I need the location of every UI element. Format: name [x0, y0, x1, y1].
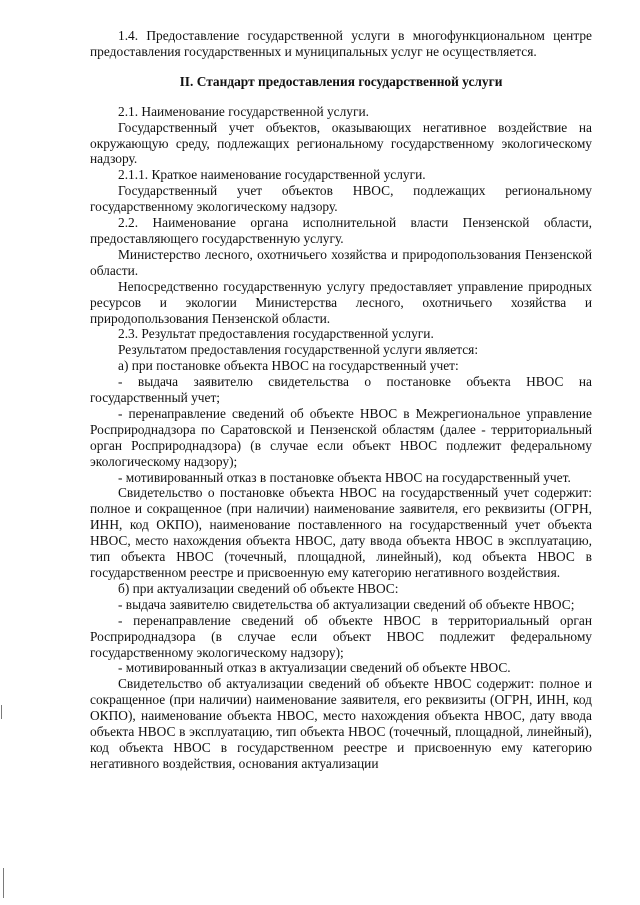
paragraph: Государственный учет объектов НВОС, подлежащих региональному государственному экологическому надзору. [90, 183, 592, 215]
paragraph: Свидетельство об актуализации сведений об объекте НВОС содержит: полное и сокращенное (при наличии) наименование заявителя, его реквизиты (ОГРН, ИНН, код ОКПО), наименование объекта НВОС, место нахождения объекта НВОС, дату ввода объекта НВОС в эксплуатацию, тип объекта НВОС (точечный, площадной, линейный), код объекта НВОС в государственном реестре и присвоенную ему категорию негативного воздействия, основания актуализации [90, 676, 592, 771]
paragraph: Государственный учет объектов, оказывающих негативное воздействие на окружающую среду, подлежащих региональному государственному экологическому надзору. [90, 119, 592, 167]
list-item: - выдача заявителю свидетельства об актуализации сведений об объекте НВОС; [118, 596, 575, 612]
paragraph: Свидетельство о постановке объекта НВОС на государственный учет содержит: полное и сокращенное (при наличии) наименование заявителя, его реквизиты (ОГРН, ИНН, код ОКПО), наименование поставленного на государственный учет объекта НВОС, место нахождения объекта НВОС, дату ввода объекта НВОС в эксплуатацию, тип объекта НВОС (точечный, площадной, линейный), код объекта НВОС в государственном реестре и присвоенную ему категорию негативного воздействия. [90, 485, 592, 580]
list-item: б) при актуализации сведений об объекте НВОС: [118, 580, 399, 596]
document-body [90, 28, 592, 772]
paragraph: Результатом предоставления государственной услуги является: [118, 342, 479, 358]
paragraph-2-1-1: 2.1.1. Краткое наименование государственной услуги. [118, 167, 426, 183]
paragraph-1-4: 1.4. Предоставление государственной услуги в многофункциональном центре предоставления государственных и муниципальных услуг не осуществляется. [90, 28, 592, 59]
paragraph-2-3: 2.3. Результат предоставления государственной услуги. [118, 326, 434, 342]
list-item: - мотивированный отказ в актуализации сведений об объекте НВОС. [118, 660, 511, 676]
list-item: - перенаправление сведений об объекте НВОС в территориальный орган Росприроднадзора (в случае если объект НВОС подлежит федеральному государственному экологическому надзору); [90, 612, 592, 660]
list-item: а) при постановке объекта НВОС на государственный учет: [118, 358, 459, 374]
paragraph: Министерство лесного, охотничьего хозяйства и природопользования Пензенской области. [90, 246, 592, 278]
paragraph-2-2: 2.2. Наименование органа исполнительной власти Пензенской области, предоставляющего государственную услугу. [90, 215, 592, 246]
list-item: - перенаправление сведений об объекте НВОС в Межрегиональное управление Росприроднадзора по Саратовской и Пензенской областям (далее - территориальный орган Росприроднадзора) (в случае если объект НВОС подлежит федеральному экологическому надзору); [90, 405, 592, 469]
scan-edge-mark [3, 868, 4, 898]
scan-edge-mark [1, 705, 2, 719]
paragraph-2-1: 2.1. Наименование государственной услуги. [118, 103, 370, 119]
section-heading: II. Стандарт предоставления государственной услуги [179, 73, 503, 89]
list-item: - мотивированный отказ в постановке объекта НВОС на государственный учет. [118, 469, 571, 485]
list-item: - выдача заявителю свидетельства о постановке объекта НВОС на государственный учет; [90, 374, 592, 406]
paragraph: Непосредственно государственную услугу предоставляет управление природных ресурсов и экологии Министерства лесного, охотничьего хозяйства и природопользования Пензенской области. [90, 278, 592, 326]
